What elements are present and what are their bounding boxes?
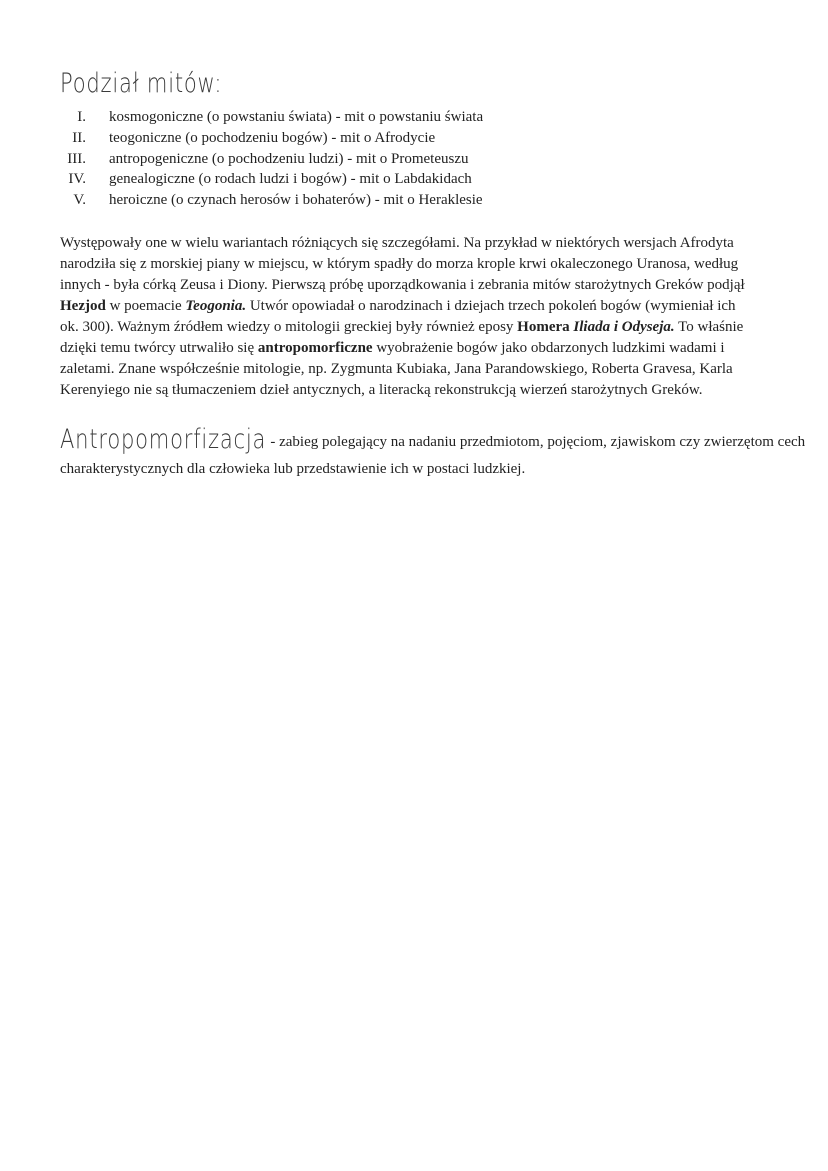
list-item-text: antropogeniczne (o pochodzeniu ludzi) - mit o Prometeuszu (109, 150, 469, 167)
list-item-text: heroiczne (o czynach herosów i bohaterów) - mit o Heraklesie (109, 192, 483, 209)
definition-text: - zabieg polegający na nadaniu przedmiotom, pojęciom, zjawiskom czy zwierzętom cech (266, 434, 806, 450)
myth-types-list (60, 107, 483, 211)
paragraph-text: ok. 300). Ważnym źródłem wiedzy o mitologii greckiej były również eposy (60, 319, 518, 335)
list-item-text: teogoniczne (o pochodzeniu bogów) - mit o Afrodycie (109, 129, 436, 146)
homer-name: Homera (517, 319, 570, 335)
list-item-number: V. (73, 192, 86, 209)
paragraph-line: zaletami. Znane współcześnie mitologie, np. Zygmunta Kubiaka, Jana Parandowskiego, Roberta Gravesa, Karla (60, 361, 733, 377)
paragraph-line: Występowały one w wielu wariantach różniących się szczegółami. Na przykład w niektórych wersjach Afrodyta (60, 235, 734, 251)
list-item (60, 128, 483, 149)
mythology-paragraph (60, 233, 772, 401)
homer-works-title: Iliada i Odyseja. (573, 319, 675, 335)
list-item (60, 149, 483, 170)
paragraph-line: narodziła się z morskiej piany w miejscu, w którym spadły do morza krople krwi okaleczonego Uranosa, według (60, 256, 739, 272)
list-item (60, 107, 483, 128)
paragraph-line (60, 317, 772, 338)
paragraph-text: w poemacie (105, 298, 186, 314)
list-item-text: genealogiczne (o rodach ludzi i bogów) - mit o Labdakidach (109, 171, 472, 188)
list-item-number: II. (72, 129, 86, 146)
theogony-title: Teogonia. (185, 298, 247, 314)
paragraph-text: wyobrażenie bogów jako obdarzonych ludzkimi wadami i (372, 340, 725, 356)
paragraph-text: dzięki temu twórcy utrwaliło się (60, 340, 258, 356)
paragraph-text: Utwór opowiadał o narodzinach i dziejach trzech pokoleń bogów (wymieniał ich (246, 298, 736, 314)
section-heading-myth-types: Podział mitów: (60, 68, 223, 99)
list-item-number: I. (77, 109, 86, 125)
paragraph-line (60, 296, 772, 317)
paragraph-line (60, 338, 772, 359)
list-item-number: III. (67, 150, 86, 167)
definition-block (60, 424, 806, 480)
definition-text-continued: charakterystycznych dla człowieka lub przedstawienie ich w postaci ludzkiej. (60, 461, 526, 477)
paragraph-line: Kerenyiego nie są tłumaczeniem dzieł antycznych, a literacką rekonstrukcją wierzeń starożytnych Greków. (60, 382, 703, 398)
list-item (60, 169, 483, 190)
definition-term: Antropomorfizacja (60, 424, 267, 455)
hesiod-name: Hezjod (60, 298, 106, 314)
paragraph-line: innych - była córką Zeusa i Diony. Pierwszą próbę uporządkowania i zebrania mitów starożytnych Greków podjął (60, 277, 745, 293)
definition-line (60, 424, 806, 455)
list-item (60, 190, 483, 211)
anthropomorphic-term: antropomorficzne (257, 340, 373, 356)
list-item-number: IV. (68, 171, 86, 188)
list-item-text: kosmogoniczne (o powstaniu świata) - mit o powstaniu świata (109, 109, 484, 125)
paragraph-text: To właśnie (674, 319, 744, 335)
